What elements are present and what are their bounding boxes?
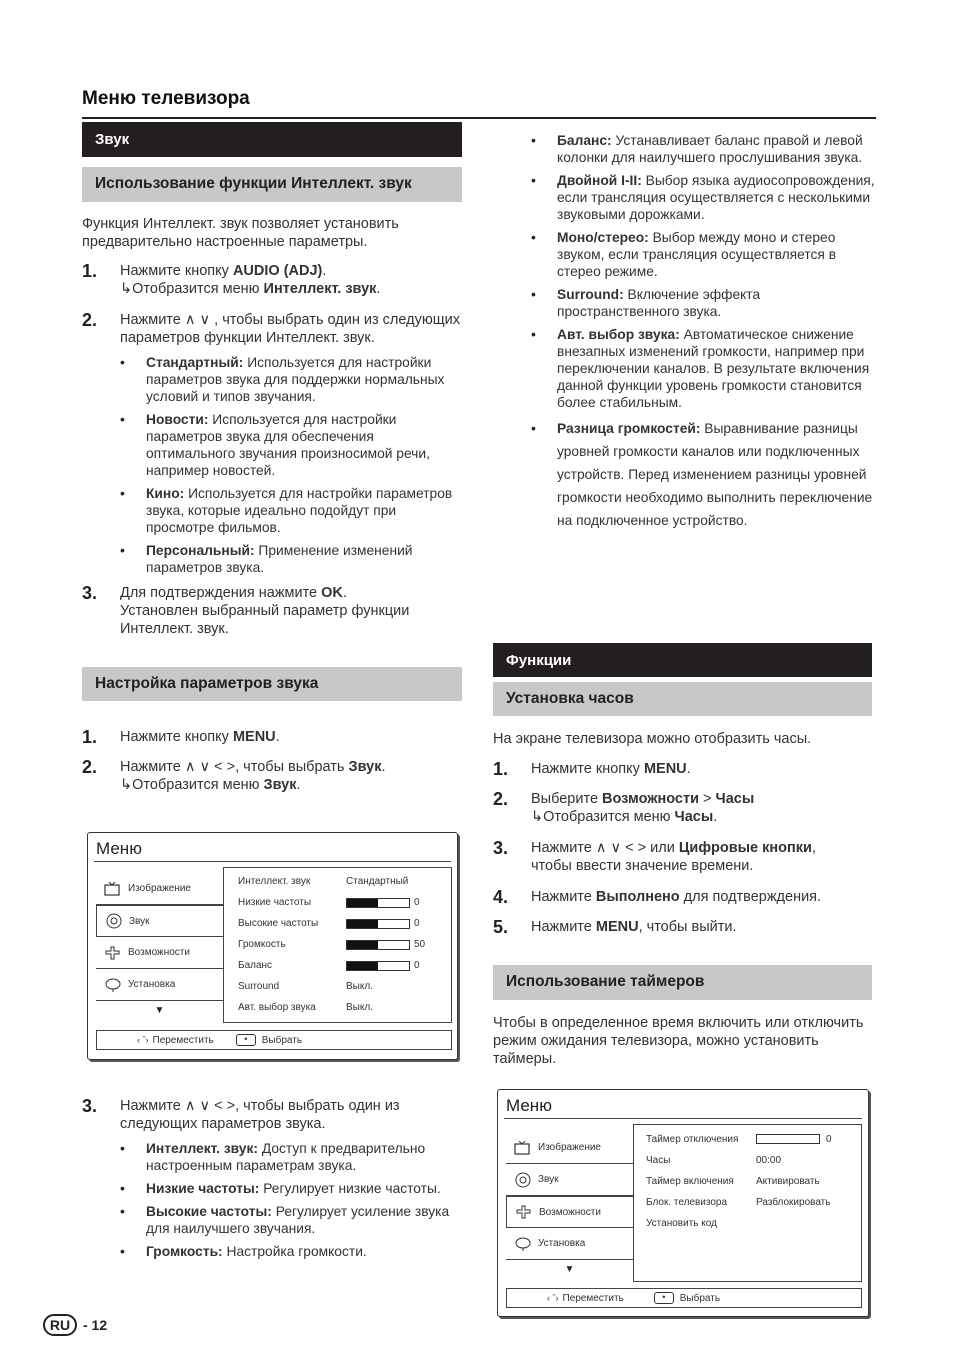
- tv-menu-sound: [87, 832, 458, 1060]
- subheader-sound-settings: Настройка параметров звука: [82, 667, 462, 701]
- list-item: • Персональный: Применение изменений параметров звука.: [120, 542, 462, 576]
- subheader-smart-sound: Использование функции Интеллект. звук: [82, 167, 462, 202]
- menu-item-sound[interactable]: Звук: [96, 905, 223, 937]
- step-5: 5. Нажмите MENU, чтобы выйти.: [493, 917, 737, 937]
- menu-title: Меню: [504, 1090, 862, 1119]
- page-footer: [43, 1314, 107, 1336]
- menu-item-sound[interactable]: Звук: [506, 1164, 633, 1196]
- menu-values-panel: [633, 1124, 862, 1282]
- step-number: 3.: [82, 583, 98, 603]
- step-3: 3. Нажмите ∧ ∨ < > или Цифровые кнопки, чтобы ввести значение времени.: [493, 838, 816, 874]
- menu-item-features[interactable]: Возможности: [96, 937, 223, 969]
- smart-sound-intro: Функция Интеллект. звук позволяет установить предварительно настроенные параметры.: [82, 216, 399, 250]
- step-2: 2. Нажмите ∧ ∨ , чтобы выбрать один из следующих параметров функции Интеллект. звук.: [82, 310, 460, 346]
- menu-footer: ‹ ˆ› Переместить • Выбрать: [96, 1030, 452, 1050]
- menu-row-value: Выкл.: [346, 1002, 373, 1013]
- section-header-functions: Функции: [493, 643, 872, 677]
- step-number: 2.: [493, 789, 509, 809]
- step-2: 2. Выберите Возможности > Часы ↳Отобразится меню Часы.: [493, 789, 755, 825]
- title-divider: [82, 117, 876, 119]
- menu-row-value: Разблокировать: [756, 1197, 831, 1208]
- list-item: • Разница громкостей: Выравнивание разницы уровней громкости каналов или подключенных устройств. Перед изменением разницы уровней громкости необходимо выполнить переключение на подключенное устройство.: [531, 417, 875, 532]
- sound-settings-step3: [82, 1097, 462, 1266]
- menu-row-label[interactable]: Установить код: [646, 1218, 717, 1229]
- clock-intro: На экране телевизора можно отобразить часы.: [493, 731, 812, 747]
- step-1: 1. Нажмите кнопку AUDIO (ADJ). ↳Отобразится меню Интеллект. звук.: [82, 261, 381, 297]
- menu-row-label[interactable]: Высокие частоты: [238, 918, 319, 929]
- list-item: • Кино: Используется для настройки параметров звука, которые идеально подойдут при просмотре фильмов.: [120, 485, 462, 536]
- menu-item-setup[interactable]: Установка: [96, 969, 223, 1001]
- section-header-sound: Звук: [82, 122, 462, 157]
- menu-item-picture[interactable]: Изображение: [96, 873, 223, 905]
- step-number: 1.: [82, 261, 98, 281]
- smart-sound-options: [120, 354, 462, 576]
- page-number: - 12: [83, 1317, 108, 1333]
- menu-title: Меню: [94, 833, 451, 862]
- list-item: • Моно/стерео: Выбор между моно и стерео звуком, если трансляция осуществляется в стерео режиме.: [531, 229, 875, 280]
- menu-row-label[interactable]: Низкие частоты: [238, 897, 312, 908]
- list-item: • Двойной I-II: Выбор языка аудиосопровождения, если трансляция осуществляется с несколькими звуковыми дорожками.: [531, 172, 875, 223]
- speaker-icon: [514, 1172, 532, 1188]
- subheader-timers: Использование таймеров: [493, 965, 872, 1000]
- menu-row-label[interactable]: Таймер включения: [646, 1176, 734, 1187]
- list-item: • Стандартный: Используется для настройки параметров звука для поддержки нормальных условий и типов звучания.: [120, 354, 462, 405]
- menu-row-label[interactable]: Блок. телевизора: [646, 1197, 728, 1208]
- step-number: 5.: [493, 917, 509, 937]
- step-number: 3.: [493, 838, 509, 858]
- step-3: 3. Для подтверждения нажмите OK. Установлен выбранный параметр функции Интеллект. звук.: [82, 583, 410, 637]
- step-1: 1. Нажмите кнопку MENU.: [493, 759, 691, 779]
- navigate-arrows-icon: ‹ ˆ›: [547, 1293, 559, 1303]
- list-item: • Интеллект. звук: Доступ к предварительно настроенным параметрам звука.: [120, 1140, 462, 1174]
- menu-item-features[interactable]: Возможности: [506, 1196, 633, 1228]
- level-bar[interactable]: [346, 919, 410, 929]
- menu-row-value: 0: [826, 1134, 832, 1145]
- menu-row-value: 0: [414, 897, 420, 908]
- menu-row-label[interactable]: Баланс: [238, 960, 273, 971]
- language-badge: RU: [43, 1314, 77, 1336]
- menu-row-value: 0: [414, 960, 420, 971]
- menu-values-panel: [223, 867, 452, 1023]
- level-bar[interactable]: [346, 961, 410, 971]
- menu-category-list: [96, 873, 223, 1021]
- speaker-icon: [105, 913, 123, 929]
- step-2: 2. Нажмите ∧ ∨ < >, чтобы выбрать Звук. ↳Отобразится меню Звук.: [82, 757, 386, 793]
- scroll-down-arrow-icon[interactable]: ▼: [564, 1264, 575, 1275]
- subheader-clock: Установка часов: [493, 682, 872, 716]
- timers-intro: Чтобы в определенное время включить или отключить режим ожидания телевизора, можно установить таймеры.: [493, 1015, 864, 1067]
- menu-category-list: [506, 1132, 633, 1280]
- right-column-bullets: [493, 132, 875, 538]
- page-title: Меню телевизора: [82, 88, 250, 109]
- menu-row-label[interactable]: Surround: [238, 981, 280, 992]
- left-column: [82, 122, 462, 794]
- tv-picture-icon: [104, 882, 122, 896]
- menu-item-setup[interactable]: Установка: [506, 1228, 633, 1260]
- tv-picture-icon: [514, 1141, 532, 1155]
- menu-row-value: 50: [414, 939, 426, 950]
- menu-row-label[interactable]: Интеллект. звук: [238, 876, 311, 887]
- step-number: 2.: [82, 310, 98, 330]
- level-bar[interactable]: [346, 898, 410, 908]
- menu-row-value: Стандартный: [346, 876, 409, 887]
- sound-parameter-list-cont: [531, 132, 875, 411]
- scroll-down-arrow-icon[interactable]: ▼: [154, 1005, 165, 1016]
- tv-menu-features: [497, 1089, 869, 1317]
- menu-row-value: 0: [414, 918, 420, 929]
- menu-footer: ‹ ˆ› Переместить • Выбрать: [506, 1288, 862, 1308]
- functions-section: [493, 643, 872, 1068]
- step-3: 3. Нажмите ∧ ∨ < >, чтобы выбрать один из следующих параметров звука.: [82, 1096, 400, 1132]
- step-number: 2.: [82, 757, 98, 777]
- menu-row-label[interactable]: Часы: [646, 1155, 671, 1166]
- step-number: 3.: [82, 1096, 98, 1116]
- menu-item-picture[interactable]: Изображение: [506, 1132, 633, 1164]
- ok-key-icon: •: [236, 1034, 256, 1046]
- volume-diff-item: [531, 417, 875, 532]
- features-icon: [104, 945, 122, 961]
- menu-row-label[interactable]: Авт. выбор звука: [238, 1002, 316, 1013]
- list-item: • Surround: Включение эффекта пространственного звука.: [531, 286, 875, 320]
- satellite-icon: [104, 977, 122, 993]
- menu-row-value: Выкл.: [346, 981, 373, 992]
- step-number: 1.: [493, 759, 509, 779]
- step-number: 1.: [82, 727, 98, 747]
- menu-row-label[interactable]: Таймер отключения: [646, 1134, 739, 1145]
- timer-bar[interactable]: [756, 1134, 820, 1144]
- level-bar[interactable]: [346, 940, 410, 950]
- sound-parameter-list: [120, 1140, 462, 1260]
- menu-row-value: Активировать: [756, 1176, 820, 1187]
- satellite-icon: [514, 1236, 532, 1252]
- list-item: • Новости: Используется для настройки параметров звука для обеспечения оптимального звучания произносимой речи, например новостей.: [120, 411, 462, 479]
- list-item: • Баланс: Устанавливает баланс правой и левой колонки для наилучшего прослушивания звука.: [531, 132, 875, 166]
- step-number: 4.: [493, 887, 509, 907]
- menu-row-value: 00:00: [756, 1155, 782, 1166]
- ok-key-icon: •: [654, 1292, 674, 1304]
- list-item: • Громкость: Настройка громкости.: [120, 1243, 462, 1260]
- step-4: 4. Нажмите Выполнено для подтверждения.: [493, 887, 822, 907]
- menu-row-label[interactable]: Громкость: [238, 939, 286, 950]
- features-icon: [515, 1204, 533, 1220]
- step-1: 1. Нажмите кнопку MENU.: [82, 727, 280, 747]
- list-item: • Высокие частоты: Регулирует усиление звука для наилучшего звучания.: [120, 1203, 462, 1237]
- navigate-arrows-icon: ‹ ˆ›: [137, 1035, 149, 1045]
- list-item: • Авт. выбор звука: Автоматическое снижение внезапных изменений громкости, например при переключении каналов. В результате включения данной функции уровень громкости становится более стабильным.: [531, 326, 875, 411]
- list-item: • Низкие частоты: Регулирует низкие частоты.: [120, 1180, 462, 1197]
